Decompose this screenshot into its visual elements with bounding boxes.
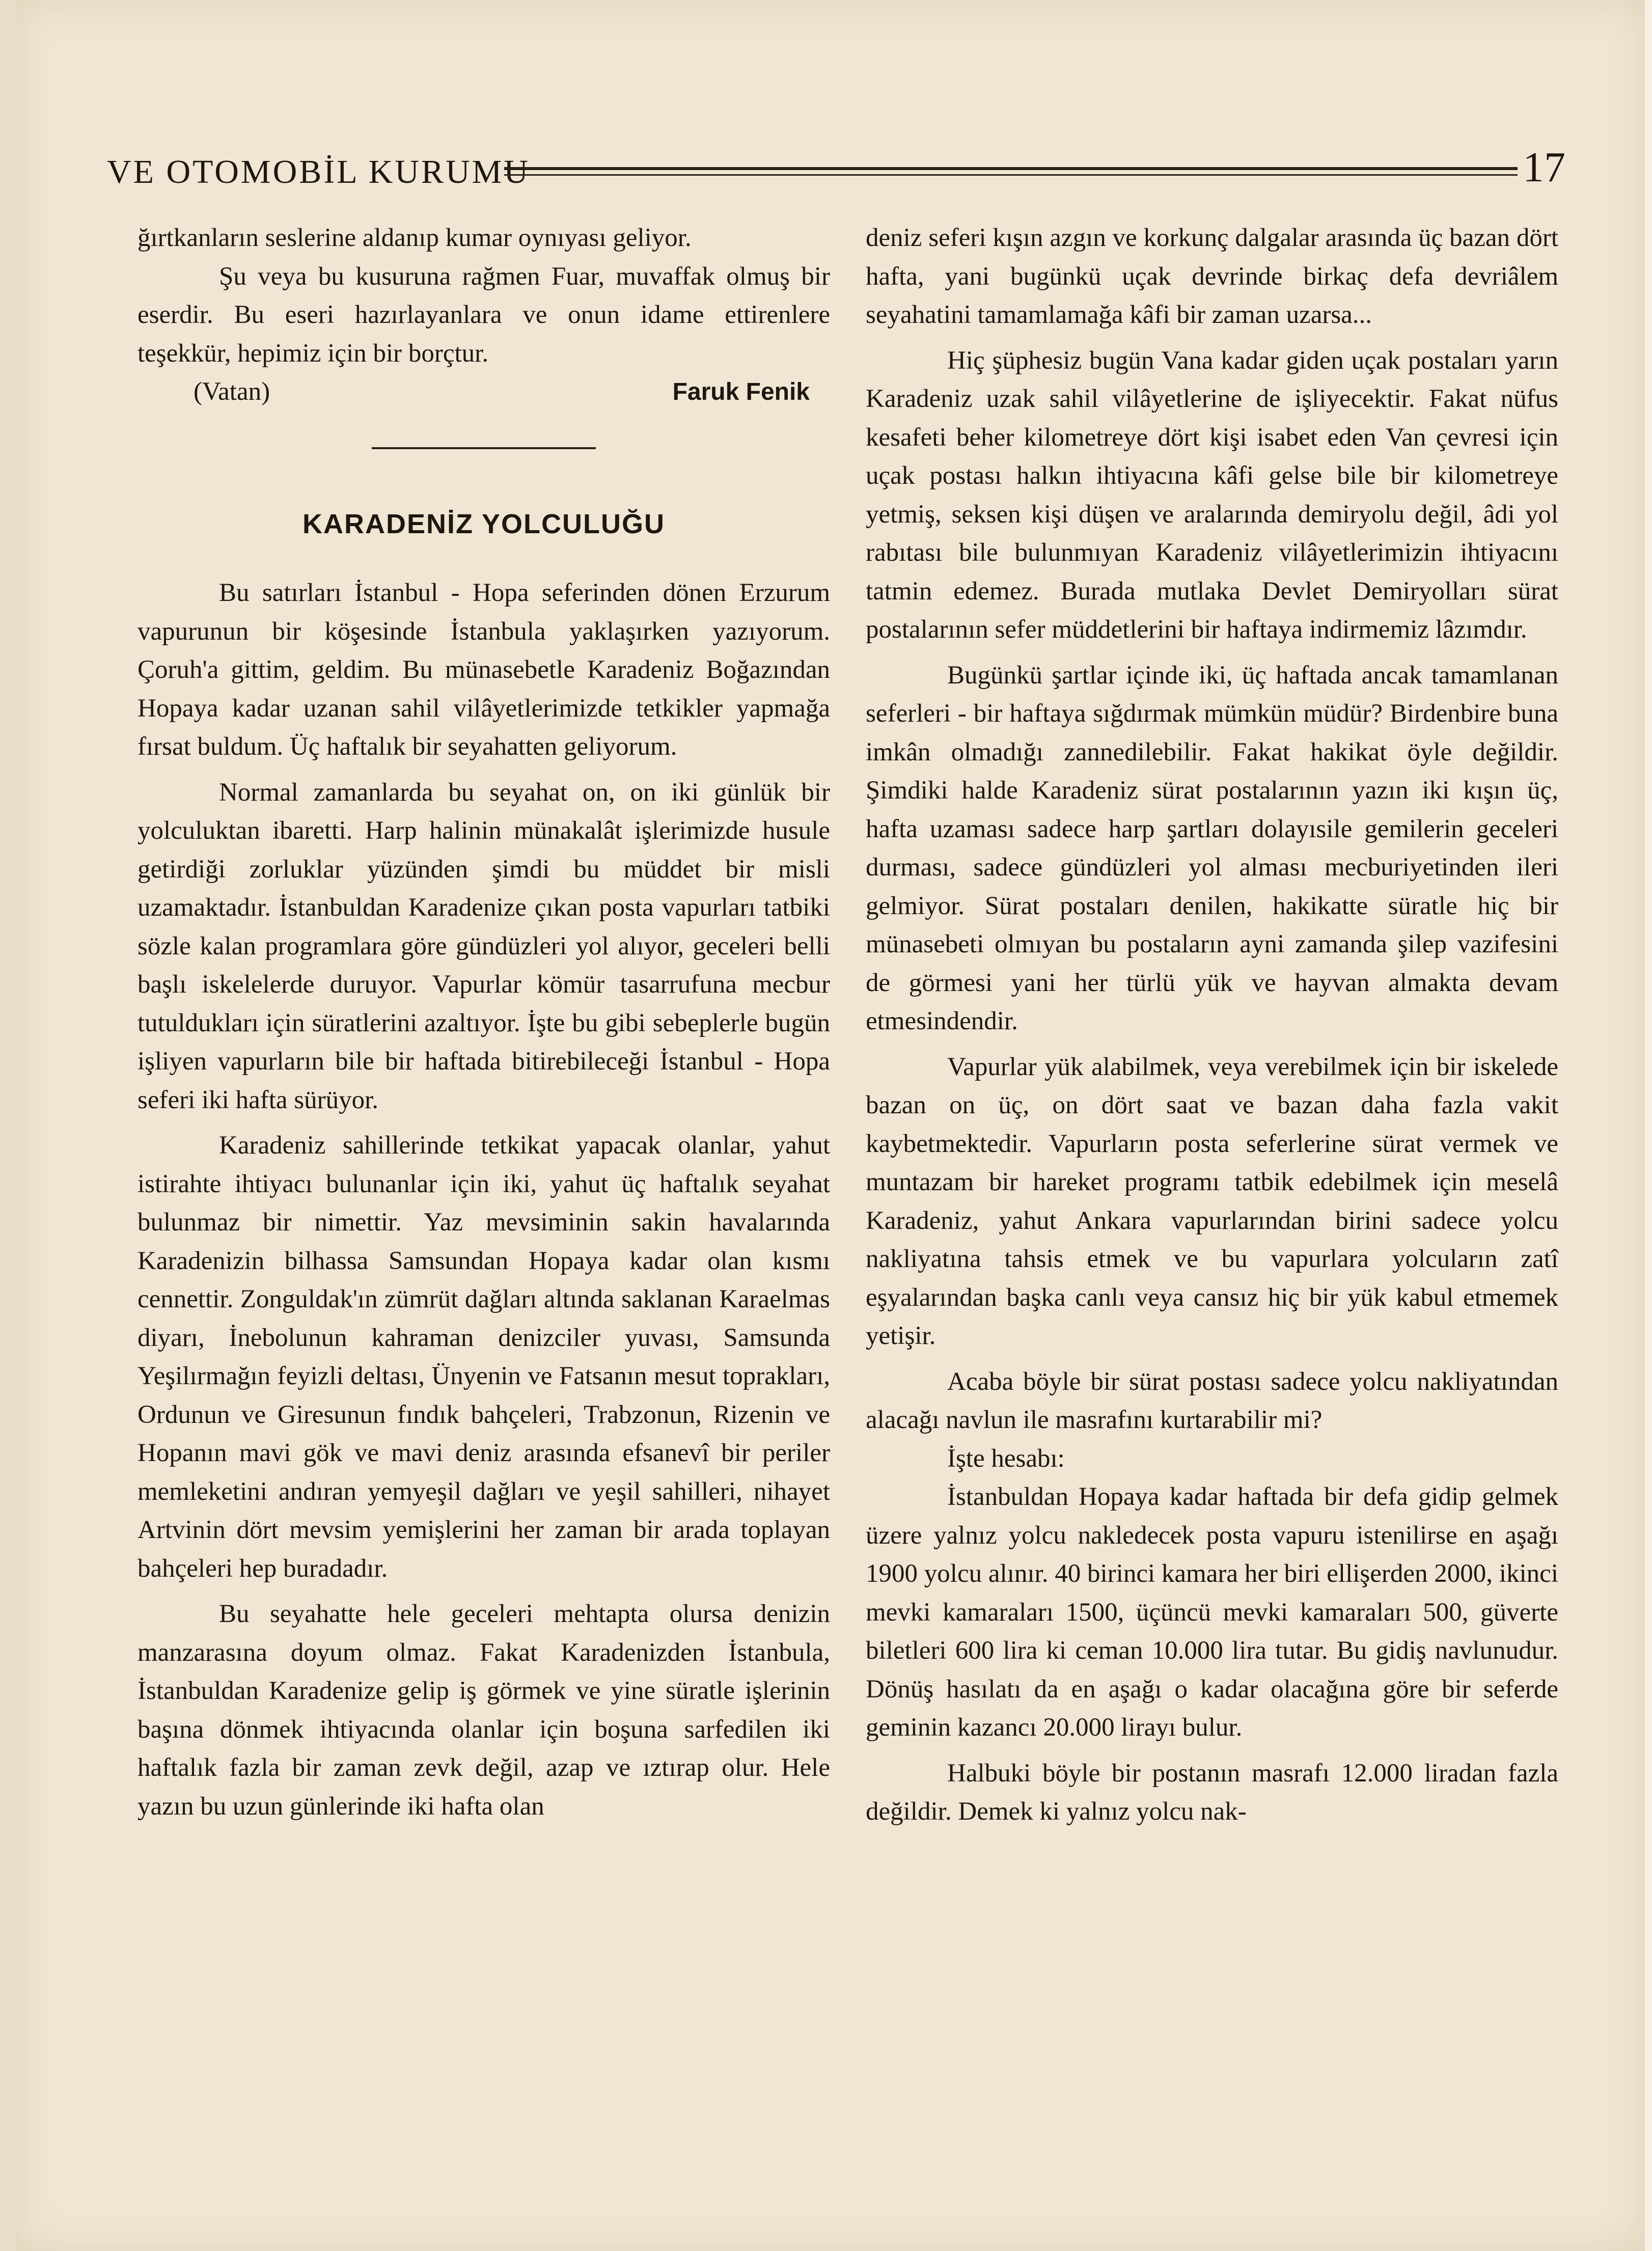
paragraph: ğırtkanların seslerine aldanıp kumar oynıyası geliyor. <box>137 224 692 252</box>
paragraph: Karadeniz sahillerinde tetkikat yapacak olanlar, yahut istirahte ihtiyacı bulunanlar için iki, yahut üç haftalık seyahat bulunmaz bir nimettir. Yaz mevsiminin sakin havalarında Karadenizin bilhassa Samsundan Hopaya kadar olan kısmı cennettir. Zonguldak'ın zümrüt dağları altında saklanan Karaelmas diyarı, İnebolunun kahraman denizciler yuvası, Samsunda Yeşilırmağın feyizli deltası, Ünyenin ve Fatsanın mesut toprakları, Ordunun ve Giresunun fındık bahçeleri, Trabzonun, Rizenin ve Hopanın mavi gök ve mavi deniz arasında efsanevî bir periler memleketini andıran yemyeşil dağları ve yeşil sahilleri, nihayet Artvinin dört mevsim yemişlerini her zaman bir arada toplayan bahçeleri hep buradadır. <box>137 1131 830 1583</box>
header-rule <box>504 167 1518 176</box>
paragraph: Şu veya bu kusuruna rağmen Fuar, muvaffak olmuş bir eserdir. Bu eseri hazırlayanlara ve onun idame ettirenlere teşekkür, hepimiz için bir borçtur. <box>137 262 830 368</box>
author-name: Faruk Fenik <box>672 378 810 405</box>
source-label: (Vatan) <box>194 377 270 406</box>
paragraph: Bu seyahatte hele geceleri mehtapta olursa denizin manzarasına doyum olmaz. Fakat Karadenizden İstanbula, İstanbuldan Karadenize gelip iş görmek ve yine süratle işlerinin başına dönmek ihtiyacında olanlar için boşuna sarfedilen iki haftalık fazla bir zaman zevk değil, azap ve ıztırap olur. Hele yazın bu uzun günlerinde iki hafta olan <box>137 1600 830 1821</box>
paragraph: Hiç şüphesiz bugün Vana kadar giden uçak postaları yarın Karadeniz uzak sahil vilâyetlerine de işliyecektir. Fakat nüfus kesafeti beher kilometreye dört kişi isabet eden Van çevresi için uçak postası halkın ihtiyacına kâfi gelse bile bir kilometreye yetmiş, seksen kişi düşen ve aralarında demiryolu değil, âdi yol rabıtası bile bulunmıyan Karadeniz vilâyetlerimizin ihtiyacını tatmin edemez. Burada mutlaka Devlet Demiryolları sürat postalarının sefer müddetlerini bir haftaya indirmemiz lâzımdır. <box>866 346 1558 644</box>
paragraph: Normal zamanlarda bu seyahat on, on iki günlük bir yolculuktan ibaretti. Harp halinin münakalât işlerimizde husule getirdiği zorluklar yüzünden şimdi bu müddet bir misli uzamaktadır. İstanbuldan Karadenize çıkan posta vapurları tatbiki sözle kalan programlara göre gündüzleri yol alıyor, geceleri belli başlı iskelelerde duruyor. Vapurlar kömür tasarrufuna mecbur tutuldukları için süratlerini azaltıyor. İşte bu gibi sebeplerle bugün işliyen vapurların bile bir haftada bitirebileceği İstanbul - Hopa seferi iki hafta sürüyor. <box>137 778 830 1114</box>
paragraph: Bu satırları İstanbul - Hopa seferinden dönen Erzurum vapurunun bir köşesinde İstanbula yaklaşırken yazıyorum. Çoruh'a gittim, geldim. Bu münasebetle Karadeniz Boğazından Hopaya kadar uzanan sahil vilâyetlerimizde tetkikler yapmağa fırsat buldum. Üç haftalık bir seyahatten geliyorum. <box>137 579 830 761</box>
paragraph: Halbuki böyle bir postanın masrafı 12.000 liradan fazla değildir. Demek ki yalnız yolcu nak- <box>866 1759 1558 1826</box>
paragraph: deniz seferi kışın azgın ve korkunç dalgalar arasında üç bazan dört hafta, yani bugünkü uçak devrinde birkaç defa devriâlem seyahatini tamamlamağa kâfi bir zaman uzarsa... <box>866 224 1558 329</box>
article-title: KARADENİZ YOLCULUĞU <box>302 508 665 539</box>
running-head: VE OTOMOBİL KURUMU <box>107 153 530 190</box>
right-column <box>866 219 1558 1831</box>
left-column <box>137 219 830 1826</box>
paragraph: İşte hesabı: <box>947 1444 1065 1473</box>
paragraph: İstanbuldan Hopaya kadar haftada bir defa gidip gelmek üzere yalnız yolcu nakledecek posta vapuru istenilirse en aşağı 1900 yolcu alınır. 40 birinci kamara her biri ellişerden 2000, ikinci mevki kamaraları 1500, üçüncü mevki kamaraları 500, güverte biletleri 600 lira ki ceman 10.000 lira tutar. Bu gidiş navlunudur. Dönüş hasılatı da en aşağı o kadar olacağına göre bir seferde geminin kazancı 20.000 lirayı bulur. <box>866 1483 1558 1742</box>
section-divider <box>372 447 596 449</box>
paragraph: Bugünkü şartlar içinde iki, üç haftada ancak tamamlanan seferleri - bir haftaya sığdırmak mümkün müdür? Birdenbire buna imkân olmadığı zannedilebilir. Fakat hakikat öyle değildir. Şimdiki halde Karadeniz sürat postalarının yazın iki kışın üç, hafta uzaması sadece harp şartları dolayısile gemilerin geceleri durması, sadece gündüzleri yol alması mecburiyetinden ileri gelmiyor. Sürat postaları denilen, hakikatte süratle hiç bir münasebeti olmıyan bu postaların ayni zamanda şilep vazifesini de görmesi yani her türlü yük ve hayvan almakta devam etmesindendir. <box>866 661 1558 1035</box>
page-header <box>107 138 1614 199</box>
signature-row <box>137 373 830 411</box>
paragraph: Vapurlar yük alabilmek, veya verebilmek için bir iskelede bazan on üç, on dört saat ve bazan daha fazla vakit kaybetmektedir. Vapurların posta seferlerine sürat vermek ve muntazam bir hareket programı tatbik edebilmek için meselâ Karadeniz, yahut Ankara vapurlarından birini sadece yolcu nakliyatına tahsis etmek ve bu vapurlara yolcuların zatî eşyalarından başka canlı veya cansız hiç bir yük kabul etmemek yetişir. <box>866 1052 1558 1350</box>
paper-edge <box>0 0 15 2251</box>
page-number: 17 <box>1523 144 1565 191</box>
paragraph: Acaba böyle bir sürat postası sadece yolcu nakliyatından alacağı navlun ile masrafını kurtarabilir mi? <box>866 1367 1558 1434</box>
page <box>15 0 1645 2251</box>
